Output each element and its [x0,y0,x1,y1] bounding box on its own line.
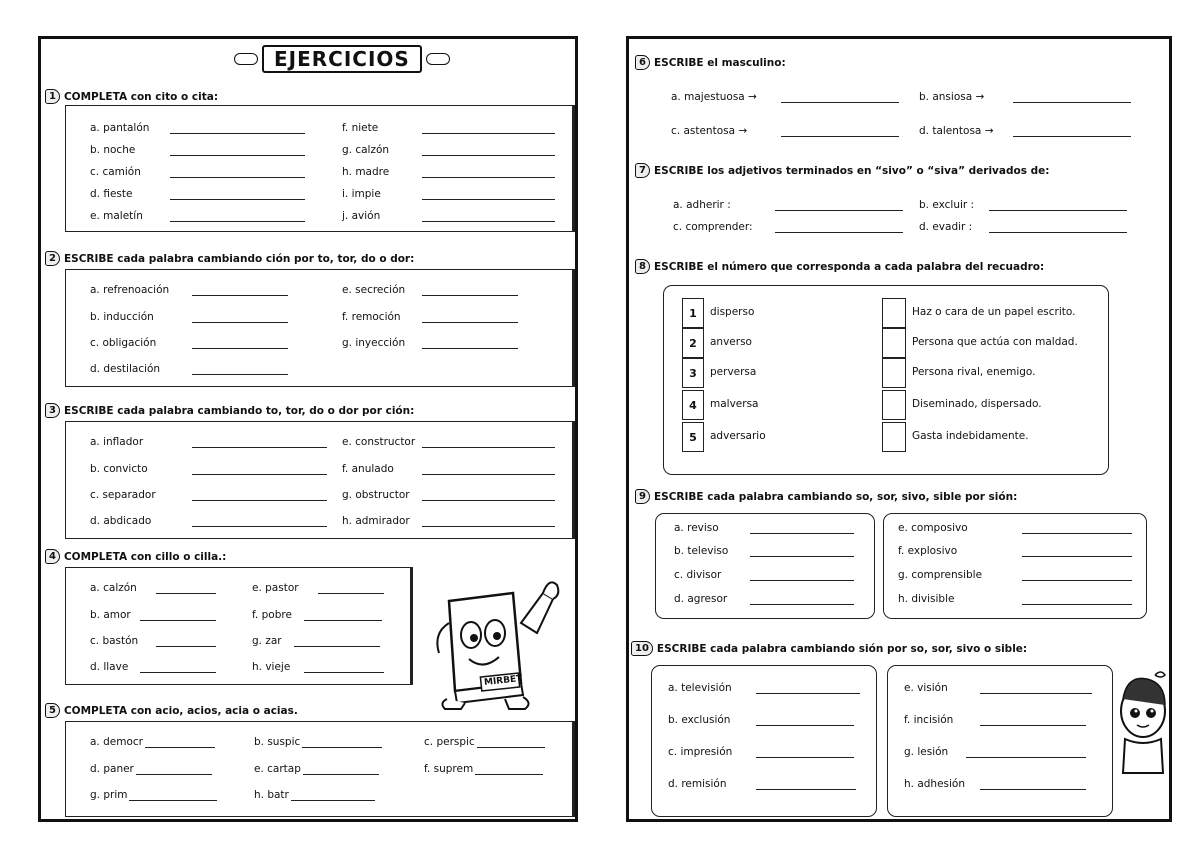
exercise-item: f. explosivo [898,545,1132,557]
exercise-item: b. amor [90,609,216,621]
answer-blank[interactable] [170,210,305,222]
answer-blank[interactable] [318,582,384,594]
answer-blank[interactable] [756,778,856,790]
mascot-book-illustration [425,563,567,713]
answer-blank[interactable] [129,789,217,801]
exercise-4-header [45,549,226,564]
exercise-instruction: ESCRIBE el número que corresponda a cada palabra del recuadro: [653,260,1045,273]
exercise-item: g. inyección [342,337,518,349]
answer-blank[interactable] [192,463,327,475]
exercise-item: b. exclusión [668,714,854,726]
exercise-item: a. adherir : [673,199,903,211]
answer-blank[interactable] [422,311,518,323]
exercise-item: e. cartap [254,763,379,775]
answer-blank[interactable] [422,436,555,448]
exercise-item: b. noche [90,144,305,156]
exercise-instruction: COMPLETA con cillo o cilla.: [63,550,227,563]
exercise-number-badge: 6 [635,55,650,70]
exercise-item: h. adhesión [904,778,1086,790]
answer-blank[interactable] [989,199,1127,211]
exercise-number-badge: 2 [45,251,60,266]
exercise-instruction: ESCRIBE cada palabra cambiando ción por to, tor, do o dor: [63,252,415,265]
exercise-item: a. pantalón [90,122,305,134]
word-label: malversa [710,398,759,410]
answer-blank[interactable] [1013,91,1131,103]
answer-blank[interactable] [192,436,327,448]
exercise-number-badge: 5 [45,703,60,718]
exercise-item: a. refrenoación [90,284,288,296]
exercise-3-box [65,421,575,539]
title-banner [234,45,450,73]
exercise-item: d. fieste [90,188,305,200]
answer-number-box[interactable] [882,390,906,420]
exercise-item: h. vieje [252,661,384,673]
exercise-item: a. televisión [668,682,860,694]
exercise-6-header [635,55,786,70]
exercise-number-badge: 3 [45,403,60,418]
answer-blank[interactable] [750,522,854,534]
answer-blank[interactable] [781,125,899,137]
definition-label: Haz o cara de un papel escrito. [912,306,1076,318]
ring-icon [234,53,258,65]
exercise-item: e. maletín [90,210,305,222]
answer-blank[interactable] [192,311,288,323]
number-box: 5 [682,422,704,452]
number-box: 2 [682,328,704,358]
answer-blank[interactable] [192,284,288,296]
exercise-item: f. niete [342,122,555,134]
answer-blank[interactable] [422,188,555,200]
exercise-item: b. ansiosa → [919,91,1131,103]
answer-blank[interactable] [781,91,899,103]
answer-blank[interactable] [192,363,288,375]
exercise-8-box [663,285,1109,475]
answer-blank[interactable] [170,166,305,178]
word-label: anverso [710,336,752,348]
exercise-item: h. admirador [342,515,555,527]
exercise-item: d. talentosa → [919,125,1131,137]
answer-blank[interactable] [775,199,903,211]
answer-number-box[interactable] [882,328,906,358]
answer-blank[interactable] [422,463,555,475]
left-worksheet-page [38,36,578,822]
exercise-item: b. excluir : [919,199,1127,211]
answer-blank[interactable] [303,763,379,775]
answer-blank[interactable] [145,736,215,748]
exercise-item: g. prim [90,789,217,801]
girl-illustration [1115,669,1169,779]
exercise-number-badge: 8 [635,259,650,274]
exercise-item: c. bastón [90,635,216,647]
exercise-item: a. inflador [90,436,327,448]
answer-blank[interactable] [422,210,555,222]
exercise-instruction: ESCRIBE cada palabra cambiando so, sor, sivo, sible por sión: [653,490,1018,503]
number-box: 3 [682,358,704,388]
answer-blank[interactable] [294,635,380,647]
exercise-item: g. obstructor [342,489,555,501]
exercise-item: c. camión [90,166,305,178]
exercise-item: d. evadir : [919,221,1127,233]
exercise-item: f. pobre [252,609,382,621]
answer-blank[interactable] [750,569,854,581]
answer-blank[interactable] [750,593,854,605]
exercise-5-box [65,721,575,817]
answer-blank[interactable] [170,188,305,200]
answer-blank[interactable] [1022,545,1132,557]
exercise-item: c. separador [90,489,327,501]
answer-blank[interactable] [140,661,216,673]
exercise-item: b. convicto [90,463,327,475]
exercise-item: f. suprem [424,763,543,775]
exercise-10-left-box [651,665,877,817]
exercise-item: j. avión [342,210,555,222]
answer-blank[interactable] [477,736,545,748]
exercise-item: a. majestuosa → [671,91,899,103]
exercise-item: g. comprensible [898,569,1132,581]
exercise-item: b. suspic [254,736,382,748]
exercise-instruction: COMPLETA con cito o cita: [63,90,219,103]
exercise-item: b. televiso [674,545,854,557]
exercise-instruction: ESCRIBE los adjetivos terminados en “sivo” o “siva” derivados de: [653,164,1050,177]
answer-blank[interactable] [966,746,1086,758]
answer-blank[interactable] [136,763,212,775]
exercise-instruction: ESCRIBE cada palabra cambiando to, tor, do o dor por ción: [63,404,415,417]
exercise-instruction: COMPLETA con acio, acios, acia o acias. [63,704,298,717]
exercise-item: a. democr [90,736,215,748]
answer-number-box[interactable] [882,358,906,388]
exercise-item: d. llave [90,661,216,673]
exercise-10-right-box [887,665,1113,817]
word-label: disperso [710,306,755,318]
exercise-item: e. pastor [252,582,384,594]
mascot-label: MIRBET [483,674,523,688]
answer-number-box[interactable] [882,298,906,328]
exercise-item: c. comprender: [673,221,903,233]
exercise-number-badge: 1 [45,89,60,104]
definition-label: Persona rival, enemigo. [912,366,1036,378]
exercise-item: e. visión [904,682,1092,694]
exercise-number-badge: 4 [45,549,60,564]
exercise-7-header [635,163,1049,178]
exercise-item: h. divisible [898,593,1132,605]
exercise-number-badge: 10 [631,641,653,656]
definition-label: Diseminado, dispersado. [912,398,1042,410]
answer-blank[interactable] [422,337,518,349]
answer-blank[interactable] [750,545,854,557]
answer-blank[interactable] [980,714,1086,726]
answer-blank[interactable] [1022,522,1132,534]
answer-blank[interactable] [756,682,860,694]
answer-blank[interactable] [422,284,518,296]
answer-blank[interactable] [989,221,1127,233]
answer-blank[interactable] [756,714,854,726]
exercise-instruction: ESCRIBE el masculino: [653,56,786,69]
exercise-2-header [45,251,414,266]
exercise-item: e. secreción [342,284,518,296]
exercise-item: i. impie [342,188,555,200]
answer-blank[interactable] [192,489,327,501]
definition-label: Gasta indebidamente. [912,430,1029,442]
answer-blank[interactable] [756,746,854,758]
exercise-item: c. perspic [424,736,545,748]
exercise-item: c. divisor [674,569,854,581]
exercise-8-header [635,259,1044,274]
exercise-number-badge: 7 [635,163,650,178]
exercise-item: g. zar [252,635,380,647]
answer-blank[interactable] [291,789,375,801]
number-box: 4 [682,390,704,420]
answer-blank[interactable] [1022,593,1132,605]
answer-blank[interactable] [1013,125,1131,137]
exercise-number-badge: 9 [635,489,650,504]
answer-blank[interactable] [304,661,384,673]
exercise-item: g. lesión [904,746,1086,758]
exercise-9-right-box [883,513,1147,619]
right-worksheet-page [626,36,1172,822]
exercise-item: e. constructor [342,436,555,448]
exercise-5-header [45,703,298,718]
exercise-item: c. astentosa → [671,125,899,137]
exercise-1-box [65,105,575,232]
exercise-9-header [635,489,1017,504]
exercise-9-left-box [655,513,875,619]
answer-blank[interactable] [1022,569,1132,581]
answer-blank[interactable] [422,122,555,134]
answer-blank[interactable] [422,144,555,156]
exercise-item: h. madre [342,166,555,178]
exercise-item: f. anulado [342,463,555,475]
exercise-item: h. batr [254,789,375,801]
answer-blank[interactable] [980,778,1086,790]
exercise-item: f. incisión [904,714,1086,726]
exercise-10-header [631,641,1027,656]
answer-blank[interactable] [980,682,1092,694]
answer-number-box[interactable] [882,422,906,452]
answer-blank[interactable] [422,489,555,501]
exercise-item: a. calzón [90,582,216,594]
exercise-item: d. abdicado [90,515,327,527]
exercise-item: d. paner [90,763,212,775]
definition-label: Persona que actúa con maldad. [912,336,1078,348]
answer-blank[interactable] [170,122,305,134]
exercise-item: b. inducción [90,311,288,323]
exercise-item: c. obligación [90,337,288,349]
ring-icon [426,53,450,65]
answer-blank[interactable] [156,635,216,647]
word-label: perversa [710,366,757,378]
page-title: EJERCICIOS [262,45,422,73]
answer-blank[interactable] [192,337,288,349]
answer-blank[interactable] [156,582,216,594]
exercise-item: e. composivo [898,522,1132,534]
exercise-item: f. remoción [342,311,518,323]
exercise-item: a. reviso [674,522,854,534]
exercise-item: g. calzón [342,144,555,156]
number-box: 1 [682,298,704,328]
answer-blank[interactable] [475,763,543,775]
word-label: adversario [710,430,766,442]
exercise-item: d. destilación [90,363,288,375]
exercise-item: d. remisión [668,778,856,790]
answer-blank[interactable] [192,515,327,527]
answer-blank[interactable] [140,609,216,621]
exercise-item: c. impresión [668,746,854,758]
answer-blank[interactable] [170,144,305,156]
exercise-3-header [45,403,414,418]
answer-blank[interactable] [775,221,903,233]
answer-blank[interactable] [302,736,382,748]
exercise-item: d. agresor [674,593,854,605]
answer-blank[interactable] [422,515,555,527]
answer-blank[interactable] [304,609,382,621]
exercise-instruction: ESCRIBE cada palabra cambiando sión por so, sor, sivo o sible: [656,642,1028,655]
exercise-2-box [65,269,575,387]
exercise-1-header [45,89,218,104]
answer-blank[interactable] [422,166,555,178]
exercise-4-box [65,567,413,685]
